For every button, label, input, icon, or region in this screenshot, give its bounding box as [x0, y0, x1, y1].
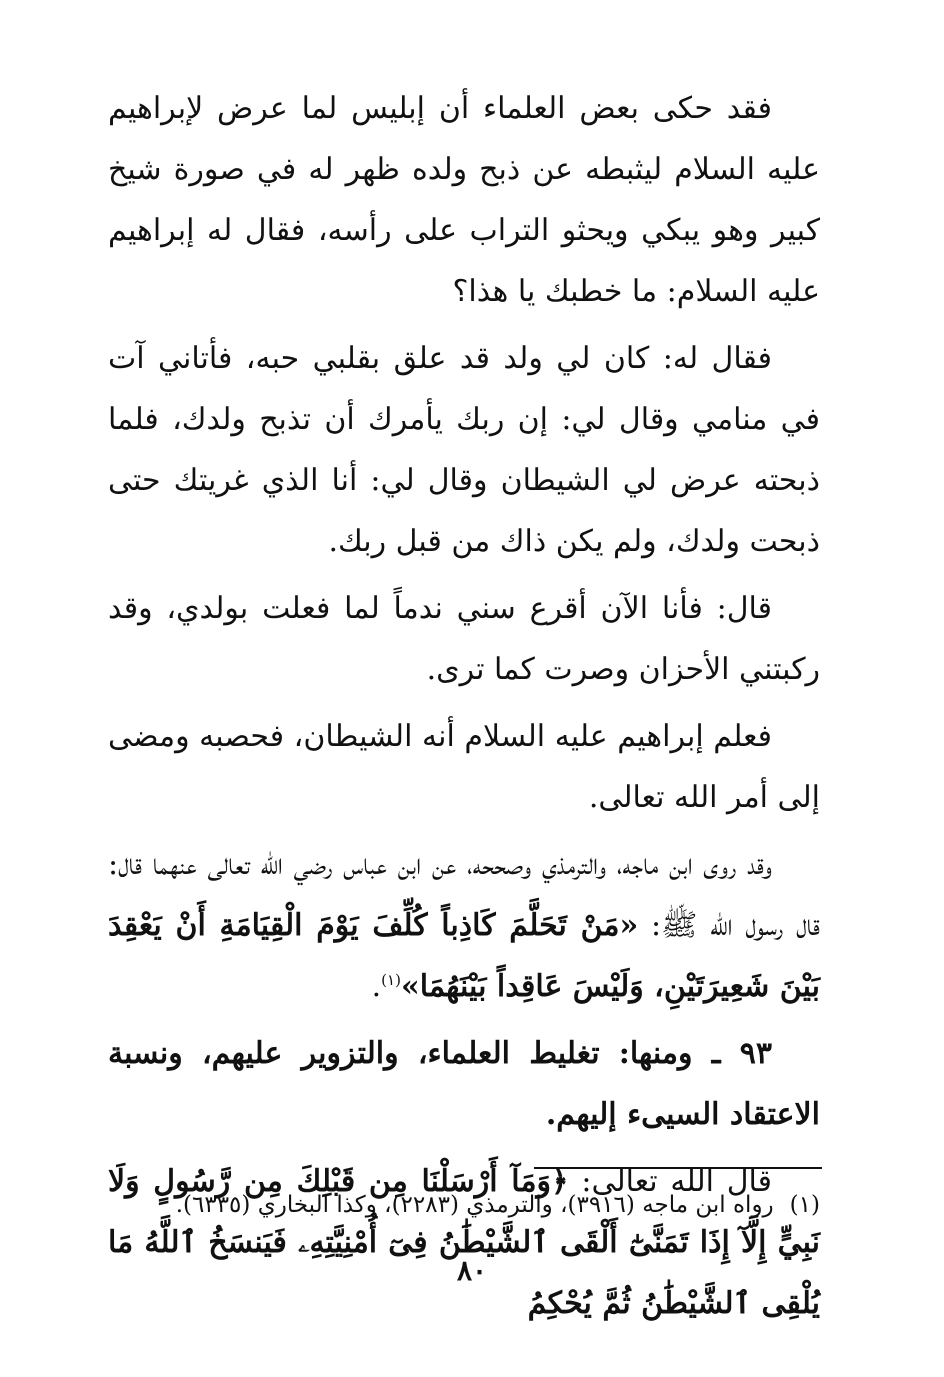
paragraph-hadith: [108, 834, 820, 1017]
verse-intro: قال الله تعالى:: [568, 1164, 772, 1199]
footnote-number: (١): [789, 1192, 820, 1218]
paragraph-iblis-regret: قال: فأنا الآن أقرع سني ندماً لما فعلت بولدي، وقد ركبتني الأحزان وصرت كما ترى.: [108, 591, 820, 687]
hadith-end: .: [371, 969, 382, 1004]
paragraph-verse: [108, 1151, 820, 1334]
footnote: [108, 1186, 820, 1224]
page-number: ٨٠: [456, 1254, 488, 1287]
page-body: [108, 78, 820, 1340]
paragraph-iblis-reply: فقال له: كان لي ولد قد علق بقلبي حبه، فأتاني آت في منامي وقال لي: إن ربك يأمرك أن تذبح ولدك، فلما ذبحته عرض لي الشيطان وقال لي: أنا الذي غريتك حتى ذبحت ولدك، ولم يكن ذاك من قبل ربك.: [108, 341, 820, 559]
hadith-intro: وقد روى ابن ماجه، والترمذي وصححه، عن ابن عباس رضي الله تعالى عنهما قال: قال رسول الله ﷺ:: [108, 847, 821, 943]
paragraph-iblis-story: فقد حكى بعض العلماء أن إبليس لما عرض لإبراهيم عليه السلام ليثبطه عن ذبح ولده ظهر له في صورة شيخ كبير وهو يبكي ويحثو التراب على رأسه، فقال له إبراهيم عليه السلام: ما خطبك يا هذا؟: [108, 91, 820, 309]
paragraph-ibrahim-knew: فعلم إبراهيم عليه السلام أنه الشيطان، فحصبه ومضى إلى أمر الله تعالى.: [108, 719, 820, 815]
quran-verse: ﴿وَمَآ أَرْسَلْنَا مِن قَبْلِكَ مِن رَّسُولٍ وَلَا نَبِيٍّ إِلَّآ إِذَا تَمَنَّىٰٓ أَلْقَى ٱلشَّيْطَٰنُ فِىٓ أُمْنِيَّتِهِۦ فَيَنسَخُ ٱللَّهُ مَا يُلْقِى ٱلشَّيْطَٰنُ ثُمَّ يُحْكِمُ: [108, 1164, 820, 1321]
hadith-quote: «مَنْ تَحَلَّمَ كَاذِباً كُلِّفَ يَوْمَ الْقِيَامَةِ أَنْ يَعْقِدَ بَيْنَ شَعِيرَتَيْنِ، وَلَيْسَ عَاقِداً بَيْنَهُمَا»: [108, 908, 820, 1004]
footnote-text: رواه ابن ماجه (٣٩١٦)، والترمذي (٢٢٨٣)، وكذا البخاري (٦٣٣٥).: [175, 1192, 774, 1218]
footnote-marker: (١): [381, 971, 401, 989]
footnote-divider: [534, 1167, 822, 1169]
section-heading: ٩٣ ـ ومنها: تغليط العلماء، والتزوير عليهم، ونسبة الاعتقاد السيىء إليهم.: [108, 1036, 820, 1132]
